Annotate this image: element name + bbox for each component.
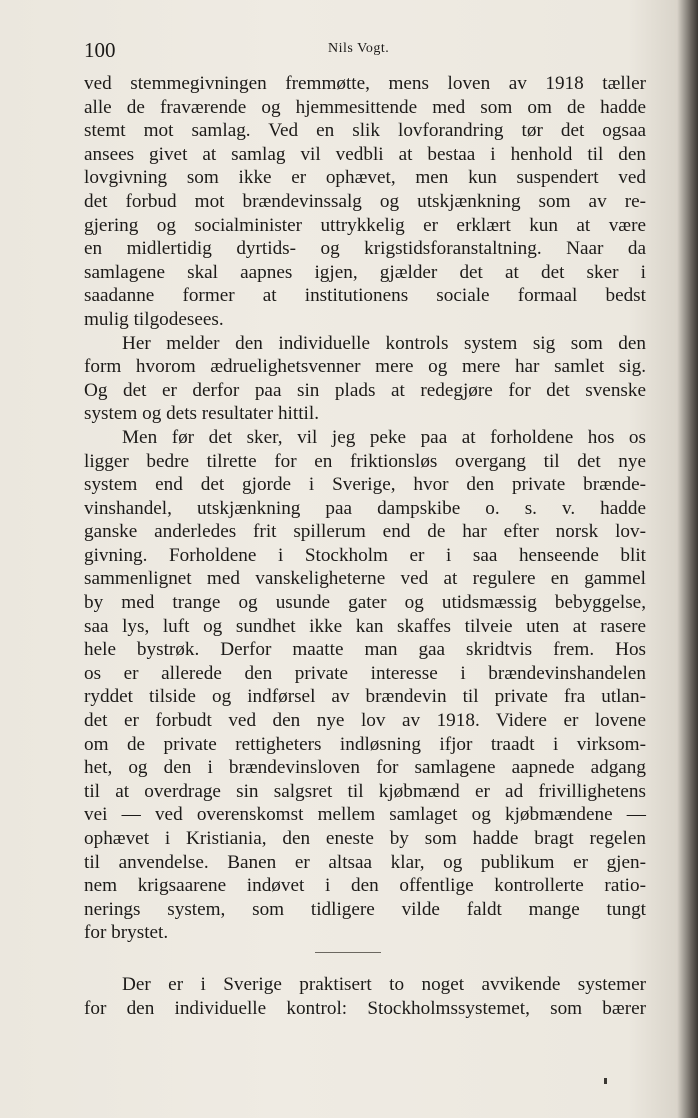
section-divider bbox=[315, 952, 381, 953]
text-line: os er allerede den private interesse i brændevinshandelen bbox=[84, 662, 646, 684]
text-line: system og dets resultater hittil. bbox=[84, 403, 320, 425]
text-line: om de private rettigheters indløsning ifjor traadt i virksom- bbox=[84, 733, 646, 755]
text-line: gjering og socialminister uttrykkelig er erklært kun at være bbox=[84, 214, 646, 236]
page-header bbox=[84, 38, 644, 62]
text-line: vinshandel, utskjænkning paa dampskibe o. s. v. hadde bbox=[84, 497, 646, 519]
text-line: ganske anderledes frit spillerum end de har efter norsk lov- bbox=[84, 521, 646, 543]
text-line: for brystet. bbox=[84, 922, 169, 944]
page-number: 100 bbox=[84, 38, 116, 62]
text-line: sammenlignet med vanskeligheterne ved at regulere en gammel bbox=[84, 568, 646, 590]
text-line: saa lys, luft og sundhet ikke kan skaffes tilveie uten at rasere bbox=[84, 615, 646, 637]
text-line: vei — ved overenskomst mellem samlaget og kjøbmændene — bbox=[84, 804, 646, 826]
text-line: saadanne former at institutionens sociale formaal bedst bbox=[84, 285, 646, 307]
text-line: det er forbudt ved den nye lov av 1918. Videre er lovene bbox=[84, 710, 646, 732]
print-mark bbox=[604, 1078, 607, 1084]
text-line: Og det er derfor paa sin plads at redegjøre for det svenske bbox=[84, 379, 646, 401]
text-line: by med trange og usunde gater og utidsmæssig bebyggelse, bbox=[84, 592, 646, 614]
text-line: ved stemmegivningen fremmøtte, mens loven av 1918 tæller bbox=[84, 73, 646, 94]
text-line: nem krigsaarene indøvet i den offentlige kontrollerte ratio- bbox=[84, 875, 646, 897]
running-head: Nils Vogt. bbox=[328, 41, 390, 56]
text-line: mulig tilgodesees. bbox=[84, 308, 224, 330]
text-line: til at overdrage sin salgsret til kjøbmænd er ad frivillighetens bbox=[84, 780, 646, 802]
section-text bbox=[84, 973, 646, 1020]
text-line: lovgivning som ikke er ophævet, men kun suspendert ved bbox=[84, 167, 646, 189]
text-line: Der er i Sverige praktisert to noget avvikende systemer bbox=[122, 974, 646, 995]
text-line: for den individuelle kontrol: Stockholmssystemet, som bærer bbox=[84, 997, 646, 1019]
text-line: det forbud mot brændevinssalg og utskjænkning som av re- bbox=[84, 190, 646, 212]
text-line: til anvendelse. Banen er altsaa klar, og publikum er gjen- bbox=[84, 851, 646, 873]
text-line: ligger bedre tilrette for en friktionsløs overgang til det nye bbox=[84, 450, 646, 472]
text-line: Her melder den individuelle kontrols system sig som den bbox=[122, 332, 646, 354]
text-line: stemt mot samlag. Ved en slik lovforandring tør det ogsaa bbox=[84, 120, 646, 142]
text-line: ansees givet at samlag vil vedbli at bestaa i henhold til den bbox=[84, 143, 646, 165]
text-line: system end det gjorde i Sverige, hvor den private brænde- bbox=[84, 474, 646, 496]
text-line: ophævet i Kristiania, den eneste by som hadde bragt regelen bbox=[84, 828, 646, 849]
text-line: hele bystrøk. Derfor maatte man gaa skridtvis frem. Hos bbox=[84, 639, 646, 661]
text-line: Men før det sker, vil jeg peke paa at forholdene hos os bbox=[122, 426, 646, 448]
body-text bbox=[84, 72, 646, 945]
text-line: ryddet tilside og indførsel av brændevin til private fra utlan- bbox=[84, 686, 646, 708]
text-line: en midlertidig dyrtids- og krigstidsforanstaltning. Naar da bbox=[84, 238, 646, 260]
text-line: form hvorom ædruelighetsvenner mere og mere har samlet sig. bbox=[84, 356, 646, 378]
text-line: nerings system, som tidligere vilde faldt mange tungt bbox=[84, 898, 646, 920]
text-line: alle de fraværende og hjemmesittende med som om de hadde bbox=[84, 96, 646, 118]
text-line: samlagene skal aapnes igjen, gjælder det at det sker i bbox=[84, 261, 646, 283]
text-line: het, og den i brændevinsloven for samlagene aapnede adgang bbox=[84, 757, 646, 779]
text-line: givning. Forholdene i Stockholm er i saa henseende blit bbox=[84, 544, 646, 566]
